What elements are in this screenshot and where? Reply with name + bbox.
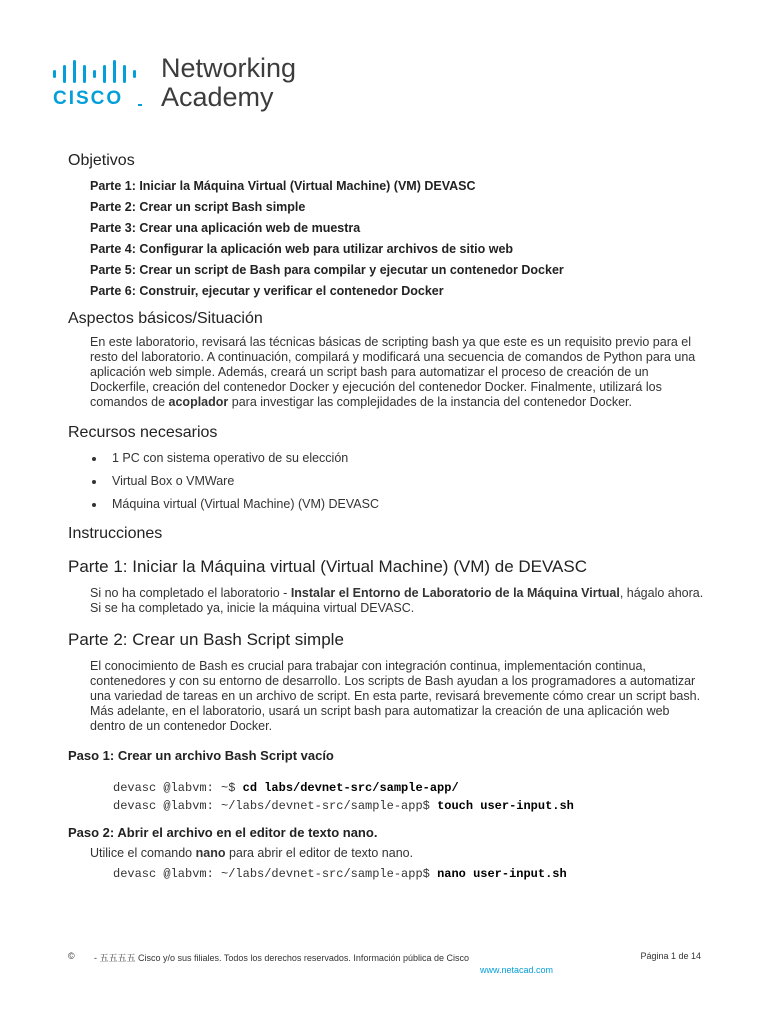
objective-item: Parte 4: Configurar la aplicación web para utilizar archivos de sitio web xyxy=(90,242,514,256)
footer-url-link[interactable]: www.netacad.com xyxy=(480,965,554,975)
objective-item: Parte 3: Crear una aplicación web de muestra xyxy=(90,221,361,235)
copyright-icon: © xyxy=(68,951,75,961)
cisco-wordmark: CISCO xyxy=(53,88,124,109)
part2-heading: Parte 2: Crear un Bash Script simple xyxy=(68,630,344,649)
resources-list xyxy=(90,451,708,511)
cisco-dot xyxy=(138,104,142,106)
code-prompt: devasc @labvm: ~$ xyxy=(113,781,243,795)
logo-title xyxy=(161,54,296,112)
step2-text-end: para abrir el editor de texto nano. xyxy=(225,846,414,860)
resource-item: Máquina virtual (Virtual Machine) (VM) DEVASC xyxy=(90,497,708,511)
step1-code-line-1 xyxy=(113,779,708,797)
logo-line-1: Networking xyxy=(161,53,297,83)
part1-heading: Parte 1: Iniciar la Máquina virtual (Virtual Machine) (VM) de DEVASC xyxy=(68,557,588,576)
objectives-heading: Objetivos xyxy=(68,152,135,169)
code-command: touch user-input.sh xyxy=(437,799,574,813)
step2-text-start: Utilice el comando xyxy=(90,846,196,860)
logo-line-2: Academy xyxy=(161,82,274,112)
objective-item: Parte 1: Iniciar la Máquina Virtual (Virtual Machine) (VM) DEVASC xyxy=(90,179,476,193)
resource-item: 1 PC con sistema operativo de su elección xyxy=(90,451,708,465)
part1-text-end: , hágalo ahora. Si se ha completado ya, inicie la máquina virtual DEVASC. xyxy=(90,586,704,615)
part2-paragraph: El conocimiento de Bash es crucial para trabajar con integración continua, implementación continua, contenedores y con su entorno de desarrollo. Los scripts de Bash ayudan a los programadores a automatizar una variedad de tareas en un archivo de script. En esta parte, revisará brevemente cómo crear un script bash. Más adelante, en el laboratorio, usará un script bash para automatizar la creación de una aplicación web dentro de un contenedor Docker. xyxy=(90,659,701,733)
objectives-list xyxy=(90,179,708,298)
step1-heading: Paso 1: Crear un archivo Bash Script vacío xyxy=(68,748,334,763)
code-prompt: devasc @labvm: ~/labs/devnet-src/sample-app$ xyxy=(113,799,438,813)
resource-item: Virtual Box o VMWare xyxy=(90,474,708,488)
step2-heading: Paso 2: Abrir el archivo en el editor de texto nano. xyxy=(68,825,378,840)
background-paragraph xyxy=(90,335,708,410)
code-prompt: devasc @labvm: ~/labs/devnet-src/sample-app$ xyxy=(113,867,438,881)
document-body xyxy=(68,152,708,883)
step1-code-line-2 xyxy=(113,797,708,815)
instructions-heading: Instrucciones xyxy=(68,525,163,542)
step2-code-line xyxy=(113,865,708,883)
objective-item: Parte 6: Construir, ejecutar y verificar el contenedor Docker xyxy=(90,284,444,298)
resources-heading: Recursos necesarios xyxy=(68,424,218,441)
cisco-bars-icon xyxy=(52,60,142,84)
part1-lab-link-text: Instalar el Entorno de Laboratorio de la Máquina Virtual xyxy=(290,586,620,600)
part1-text-start: Si no ha completado el laboratorio - xyxy=(90,586,291,600)
objective-item: Parte 5: Crear un script de Bash para compilar y ejecutar un contenedor Docker xyxy=(90,263,564,277)
step2-paragraph xyxy=(90,846,708,861)
footer-copyright-text: - 五五五五 Cisco y/o sus filiales. Todos los derechos reservados. Información pública de Cisco xyxy=(94,953,469,963)
page-number: Página 1 de 14 xyxy=(640,951,701,961)
code-command: cd labs/devnet-src/sample-app/ xyxy=(242,781,459,795)
background-text-end: para investigar las complejidades de la instancia del contenedor Docker. xyxy=(228,395,632,409)
part1-paragraph xyxy=(90,586,708,616)
background-text-start: En este laboratorio, revisará las técnicas básicas de scripting bash ya que este es un requisito previo para el resto del laboratorio. A continuación, compilará y modificará una secuencia de comandos de Python para una aplicación web simple. Además, creará un script bash para automatizar el proceso de creación de un Dockerfile, creación del contenedor Docker y ejecución del contenedor Docker. Finalmente, utilizará los comandos de xyxy=(90,335,696,409)
step2-text-bold: nano xyxy=(195,846,226,860)
code-command: nano user-input.sh xyxy=(437,867,567,881)
background-heading: Aspectos básicos/Situación xyxy=(68,310,263,327)
objective-item: Parte 2: Crear un script Bash simple xyxy=(90,200,306,214)
background-text-bold: acoplador xyxy=(168,395,229,409)
